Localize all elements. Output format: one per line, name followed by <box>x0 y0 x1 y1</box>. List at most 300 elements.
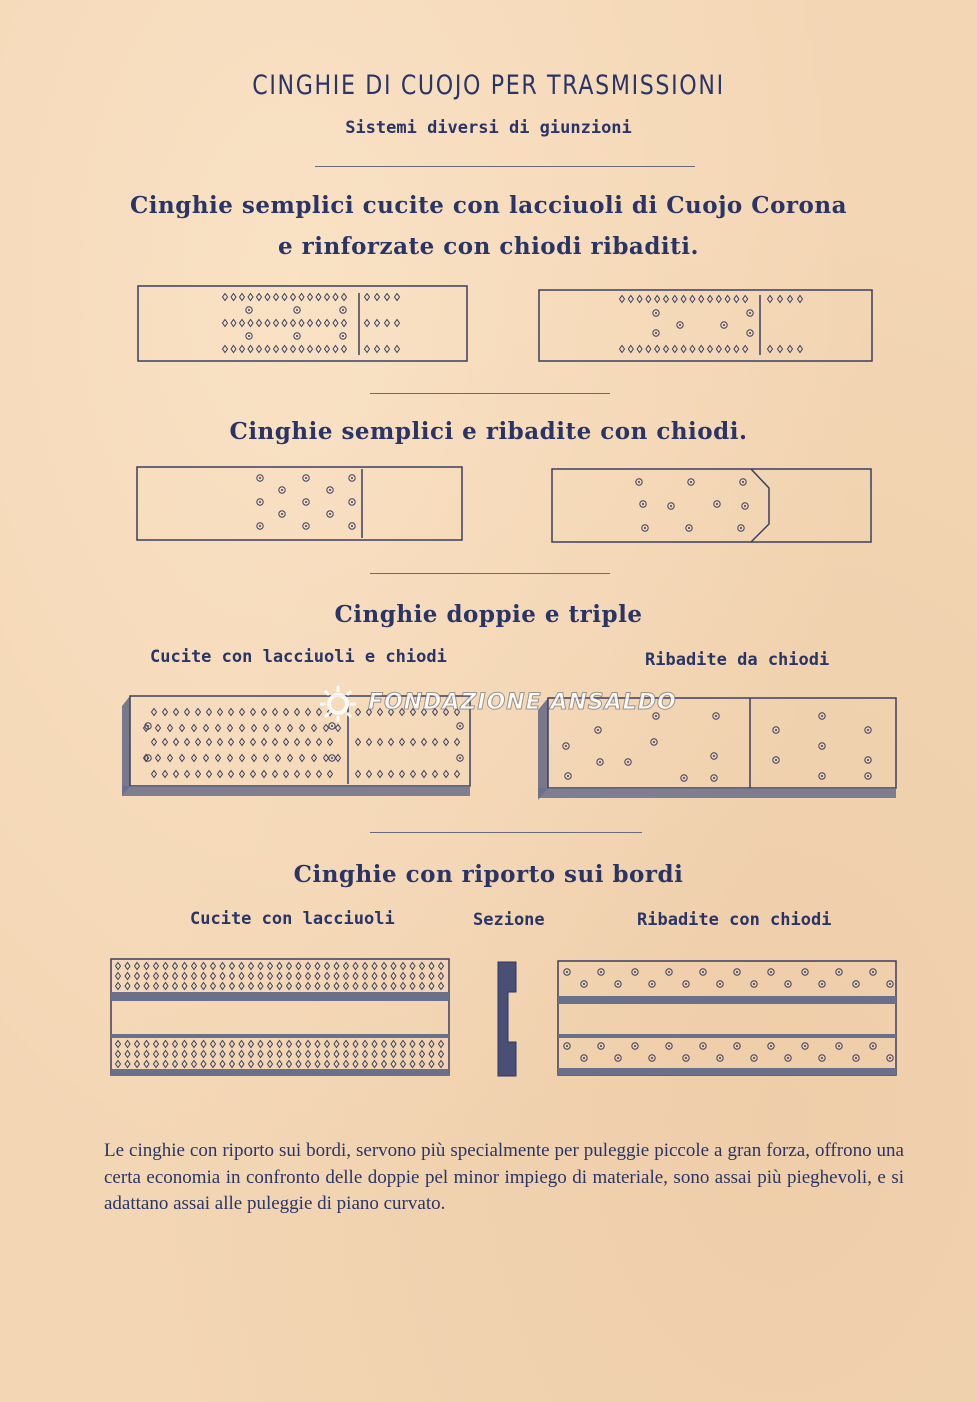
stitch-mark <box>382 1051 387 1058</box>
stitch-mark <box>325 1051 330 1058</box>
stitch-mark <box>211 1061 216 1068</box>
stitch-mark <box>378 771 383 778</box>
stitch-mark <box>230 1061 235 1068</box>
stitch-mark <box>240 320 245 327</box>
section-2-heading: Cinghie semplici e ribadite con chiodi. <box>229 418 748 445</box>
stitch-mark <box>375 346 380 353</box>
rivet-center <box>889 1057 891 1059</box>
stitch-mark <box>325 294 330 301</box>
stitch-mark <box>420 1041 425 1048</box>
stitch-mark <box>312 725 317 732</box>
stitch-mark <box>230 973 235 980</box>
stitch-mark <box>365 320 370 327</box>
stitch-mark <box>144 1061 149 1068</box>
stitch-mark <box>315 983 320 990</box>
rivet-center <box>740 527 742 529</box>
stitch-mark <box>144 1051 149 1058</box>
stitch-mark <box>308 294 313 301</box>
stitch-mark <box>372 963 377 970</box>
stitch-mark <box>798 296 803 303</box>
stitch-mark <box>299 346 304 353</box>
stitch-mark <box>174 739 179 746</box>
stitch-mark <box>333 294 338 301</box>
stitch-mark <box>201 963 206 970</box>
stitch-mark <box>306 1041 311 1048</box>
stitch-mark <box>192 1061 197 1068</box>
stitch-mark <box>216 755 221 762</box>
stitch-mark <box>192 1051 197 1058</box>
rivet-center <box>715 715 717 717</box>
watermark <box>318 684 678 724</box>
stitch-mark <box>284 709 289 716</box>
rivet-center <box>775 759 777 761</box>
stitch-mark <box>125 1061 130 1068</box>
stitch-mark <box>163 739 168 746</box>
rivet-center <box>683 777 685 779</box>
stitch-mark <box>265 346 270 353</box>
stitch-mark <box>180 725 185 732</box>
stitch-mark <box>299 294 304 301</box>
stitch-mark <box>239 1061 244 1068</box>
stitch-mark <box>439 1051 444 1058</box>
stitch-mark <box>334 963 339 970</box>
stitch-mark <box>240 739 245 746</box>
stitch-mark <box>230 963 235 970</box>
rivet-center <box>459 757 461 759</box>
stitch-mark <box>389 771 394 778</box>
stitch-mark <box>116 1051 121 1058</box>
stitch-mark <box>163 1061 168 1068</box>
stitch-mark <box>299 320 304 327</box>
stitch-mark <box>410 1051 415 1058</box>
stitch-mark <box>262 739 267 746</box>
divider <box>370 832 642 833</box>
stitch-mark <box>420 1051 425 1058</box>
rivet-center <box>600 971 602 973</box>
rivet-center <box>702 1045 704 1047</box>
stitch-mark <box>229 709 234 716</box>
stitch-mark <box>382 1041 387 1048</box>
stitch-mark <box>211 983 216 990</box>
stitch-mark <box>306 963 311 970</box>
stitch-mark <box>196 739 201 746</box>
stitch-mark <box>265 320 270 327</box>
stitch-mark <box>231 346 236 353</box>
stitch-mark <box>154 973 159 980</box>
stitch-mark <box>248 294 253 301</box>
stitch-mark <box>240 725 245 732</box>
stitch-mark <box>220 1041 225 1048</box>
stitch-mark <box>163 1051 168 1058</box>
stitch-mark <box>268 973 273 980</box>
stitch-mark <box>201 1051 206 1058</box>
stitch-mark <box>334 1051 339 1058</box>
stitch-mark <box>201 973 206 980</box>
stitch-mark <box>182 1041 187 1048</box>
stitch-mark <box>196 709 201 716</box>
stitch-mark <box>372 983 377 990</box>
stitch-mark <box>125 983 130 990</box>
stitch-mark <box>135 1041 140 1048</box>
stitch-mark <box>216 725 221 732</box>
rivet-center <box>838 971 840 973</box>
figure-riveted-belt-right <box>551 468 873 544</box>
stitch-mark <box>192 725 197 732</box>
stitch-mark <box>708 346 713 353</box>
stitch-mark <box>223 320 228 327</box>
stitch-mark <box>391 1051 396 1058</box>
stitch-mark <box>116 1041 121 1048</box>
stitch-mark <box>163 963 168 970</box>
rivet-center <box>821 983 823 985</box>
stitch-mark <box>125 1051 130 1058</box>
stitch-mark <box>410 983 415 990</box>
stitch-mark <box>306 739 311 746</box>
stitch-mark <box>257 320 262 327</box>
stitch-mark <box>276 725 281 732</box>
stitch-mark <box>363 1061 368 1068</box>
stitch-mark <box>264 755 269 762</box>
stitch-mark <box>306 709 311 716</box>
stitch-mark <box>646 346 651 353</box>
stitch-mark <box>325 1041 330 1048</box>
stitch-mark <box>273 739 278 746</box>
stitch-mark <box>308 346 313 353</box>
stitch-mark <box>192 983 197 990</box>
rivet-center <box>804 1045 806 1047</box>
stitch-mark <box>344 1041 349 1048</box>
stitch-mark <box>315 1041 320 1048</box>
stitch-mark <box>274 346 279 353</box>
rivet-center <box>670 505 672 507</box>
stitch-mark <box>375 320 380 327</box>
stitch-mark <box>173 963 178 970</box>
rivet-center <box>744 505 746 507</box>
stitch-mark <box>144 1041 149 1048</box>
stitch-mark <box>429 1051 434 1058</box>
stitch-mark <box>410 973 415 980</box>
stitch-mark <box>220 973 225 980</box>
stitch-mark <box>268 1041 273 1048</box>
stitch-mark <box>192 755 197 762</box>
rivet-center <box>713 755 715 757</box>
stitch-mark <box>229 739 234 746</box>
stitch-mark <box>287 973 292 980</box>
stitch-mark <box>248 346 253 353</box>
stitch-mark <box>239 963 244 970</box>
stitch-mark <box>429 1041 434 1048</box>
section-4-heading: Cinghie con riporto sui bordi <box>293 861 684 888</box>
stitch-mark <box>154 1051 159 1058</box>
rivet-center <box>281 513 283 515</box>
stitch-mark <box>439 973 444 980</box>
stitch-mark <box>211 1041 216 1048</box>
rivet-center <box>651 983 653 985</box>
stitch-mark <box>277 973 282 980</box>
rivet-center <box>331 757 333 759</box>
stitch-mark <box>333 346 338 353</box>
stitch-mark <box>420 963 425 970</box>
stitch-mark <box>306 983 311 990</box>
stitch-mark <box>144 963 149 970</box>
stitch-mark <box>433 771 438 778</box>
rivet-center <box>770 971 772 973</box>
rivet-center <box>351 525 353 527</box>
stitch-mark <box>306 973 311 980</box>
stitch-mark <box>420 973 425 980</box>
stitch-mark <box>391 1061 396 1068</box>
stitch-mark <box>308 320 313 327</box>
stitch-mark <box>264 725 269 732</box>
stitch-mark <box>372 1051 377 1058</box>
stitch-mark <box>385 320 390 327</box>
rivet-center <box>867 759 869 761</box>
stitch-mark <box>743 346 748 353</box>
stitch-mark <box>182 1051 187 1058</box>
rivet-center <box>651 1057 653 1059</box>
stitch-mark <box>223 294 228 301</box>
stitch-mark <box>185 739 190 746</box>
stitch-mark <box>240 755 245 762</box>
stitch-mark <box>249 963 254 970</box>
rivet-center <box>329 489 331 491</box>
section-3-heading: Cinghie doppie e triple <box>334 601 643 628</box>
stitch-mark <box>282 294 287 301</box>
stitch-mark <box>363 973 368 980</box>
page-subtitle: Sistemi diversi di giunzioni <box>345 118 632 138</box>
stitch-mark <box>168 725 173 732</box>
stitch-mark <box>382 1061 387 1068</box>
stitch-mark <box>681 346 686 353</box>
stitch-mark <box>249 983 254 990</box>
stitch-mark <box>620 346 625 353</box>
stitch-mark <box>262 771 267 778</box>
stitch-mark <box>257 346 262 353</box>
rivet-center <box>566 1045 568 1047</box>
rivet-center <box>342 335 344 337</box>
stitch-mark <box>788 346 793 353</box>
rivet-center <box>716 503 718 505</box>
rivet-center <box>638 481 640 483</box>
rivet-center <box>867 729 869 731</box>
rivet-center <box>804 971 806 973</box>
stitch-mark <box>367 771 372 778</box>
stitch-mark <box>699 296 704 303</box>
stitch-mark <box>325 973 330 980</box>
stitch-mark <box>353 1051 358 1058</box>
stitch-mark <box>328 739 333 746</box>
stitch-mark <box>180 755 185 762</box>
stitch-mark <box>152 709 157 716</box>
rivet-center <box>305 477 307 479</box>
rivet-center <box>749 312 751 314</box>
stitch-mark <box>334 973 339 980</box>
stitch-mark <box>152 739 157 746</box>
stitch-mark <box>401 963 406 970</box>
stitch-mark <box>173 1061 178 1068</box>
stitch-mark <box>334 1041 339 1048</box>
rivet-center <box>821 715 823 717</box>
stitch-mark <box>220 983 225 990</box>
rivet-center <box>736 971 738 973</box>
section-1-heading-line2: e rinforzate con chiodi ribaditi. <box>277 233 700 260</box>
stitch-mark <box>229 771 234 778</box>
stitch-mark <box>344 963 349 970</box>
rivet-center <box>329 513 331 515</box>
stitch-mark <box>135 973 140 980</box>
stitch-mark <box>287 983 292 990</box>
figure-stitched-belt-left <box>137 285 469 363</box>
rivet-center <box>867 775 869 777</box>
stitch-mark <box>363 983 368 990</box>
stitch-mark <box>365 346 370 353</box>
stitch-mark <box>173 973 178 980</box>
stitch-mark <box>240 346 245 353</box>
figure-section-profile <box>496 960 520 1080</box>
stitch-mark <box>372 1061 377 1068</box>
rivet-center <box>617 983 619 985</box>
stitch-mark <box>223 346 228 353</box>
stitch-mark <box>230 1041 235 1048</box>
stitch-mark <box>239 973 244 980</box>
stitch-mark <box>316 294 321 301</box>
stitch-mark <box>672 296 677 303</box>
stitch-mark <box>163 1041 168 1048</box>
stitch-mark <box>277 963 282 970</box>
divider <box>370 393 610 394</box>
rivet-center <box>281 489 283 491</box>
stitch-mark <box>295 739 300 746</box>
stitch-mark <box>325 320 330 327</box>
stitch-mark <box>768 346 773 353</box>
rivet-center <box>838 1045 840 1047</box>
stitch-mark <box>344 983 349 990</box>
stitch-mark <box>699 346 704 353</box>
rivet-center <box>775 729 777 731</box>
stitch-mark <box>455 771 460 778</box>
stitch-mark <box>258 963 263 970</box>
stitch-mark <box>433 739 438 746</box>
rivet-center <box>723 324 725 326</box>
stitch-mark <box>342 320 347 327</box>
stitch-mark <box>356 771 361 778</box>
stitch-mark <box>401 1051 406 1058</box>
stitch-mark <box>277 1041 282 1048</box>
rivet-center <box>736 1045 738 1047</box>
rivet-center <box>351 501 353 503</box>
rivet-center <box>342 309 344 311</box>
stitch-mark <box>173 1041 178 1048</box>
stitch-mark <box>201 1041 206 1048</box>
stitch-mark <box>239 1041 244 1048</box>
stitch-mark <box>125 963 130 970</box>
stitch-mark <box>628 296 633 303</box>
rivet-center <box>753 983 755 985</box>
stitch-mark <box>154 983 159 990</box>
stitch-mark <box>168 755 173 762</box>
stitch-mark <box>725 346 730 353</box>
stitch-mark <box>382 983 387 990</box>
stitch-mark <box>325 983 330 990</box>
stitch-mark <box>628 346 633 353</box>
stitch-mark <box>125 973 130 980</box>
stitch-mark <box>798 346 803 353</box>
stitch-mark <box>228 725 233 732</box>
stitch-mark <box>154 963 159 970</box>
stitch-mark <box>287 1041 292 1048</box>
stitch-mark <box>240 709 245 716</box>
stitch-mark <box>439 983 444 990</box>
stitch-mark <box>258 1051 263 1058</box>
stitch-mark <box>410 1041 415 1048</box>
stitch-mark <box>444 739 449 746</box>
stitch-mark <box>743 296 748 303</box>
rivet-center <box>248 335 250 337</box>
stitch-mark <box>363 1041 368 1048</box>
stitch-mark <box>315 1061 320 1068</box>
stitch-mark <box>240 294 245 301</box>
stitch-mark <box>231 320 236 327</box>
stitch-mark <box>277 983 282 990</box>
rivet-center <box>566 971 568 973</box>
stitch-mark <box>274 294 279 301</box>
rivet-center <box>688 527 690 529</box>
stitch-mark <box>116 983 121 990</box>
stitch-mark <box>287 963 292 970</box>
stitch-mark <box>163 771 168 778</box>
stitch-mark <box>378 739 383 746</box>
stitch-mark <box>251 709 256 716</box>
stitch-mark <box>251 771 256 778</box>
section-1-heading-line1: Cinghie semplici cucite con lacciuoli di Cuojo Corona <box>129 192 847 219</box>
stitch-mark <box>420 1061 425 1068</box>
stitch-mark <box>312 755 317 762</box>
stitch-mark <box>620 296 625 303</box>
stitch-mark <box>135 1051 140 1058</box>
rivet-center <box>889 983 891 985</box>
rivet-center <box>872 971 874 973</box>
divider <box>370 573 610 574</box>
stitch-mark <box>228 755 233 762</box>
stitch-mark <box>207 739 212 746</box>
stitch-mark <box>365 294 370 301</box>
stitch-mark <box>716 296 721 303</box>
stitch-mark <box>265 294 270 301</box>
watermark-logo-icon <box>318 684 358 724</box>
rivet-center <box>634 1045 636 1047</box>
stitch-mark <box>182 973 187 980</box>
rivet-center <box>821 1057 823 1059</box>
stitch-mark <box>201 983 206 990</box>
rivet-center <box>653 741 655 743</box>
stitch-mark <box>182 963 187 970</box>
stitch-mark <box>734 296 739 303</box>
rivet-center <box>655 312 657 314</box>
stitch-mark <box>211 973 216 980</box>
stitch-mark <box>258 973 263 980</box>
page-title: CINGHIE DI CUOJO PER TRASMISSIONI <box>252 70 725 101</box>
stitch-mark <box>182 1061 187 1068</box>
stitch-mark <box>372 1041 377 1048</box>
stitch-mark <box>422 739 427 746</box>
rivet-center <box>259 525 261 527</box>
stitch-mark <box>192 1041 197 1048</box>
figure-stitched-belt-right <box>538 289 874 363</box>
stitch-mark <box>144 973 149 980</box>
stitch-mark <box>325 963 330 970</box>
stitch-mark <box>444 771 449 778</box>
stitch-mark <box>372 973 377 980</box>
